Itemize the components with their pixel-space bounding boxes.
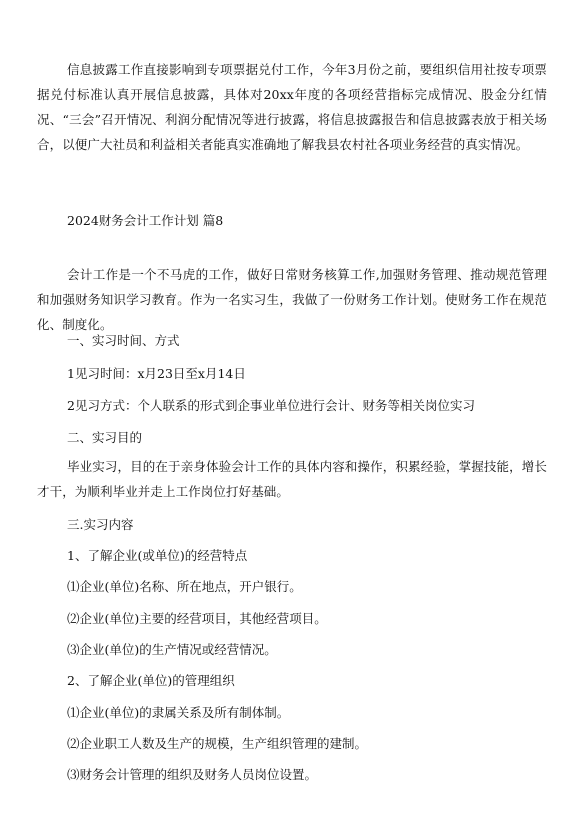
heading-internship-time-method: 一、实习时间、方式 (67, 333, 180, 348)
list-item-affiliation: ⑴企业(单位)的隶属关系及所有制体制。 (67, 705, 290, 720)
list-item-staff-scale: ⑵企业职工人数及生产的规模，生产组织管理的建制。 (67, 736, 368, 751)
list-item-production-status: ⑶企业(单位)的生产情况或经营情况。 (67, 642, 277, 657)
item-internship-method: 2见习方式：个人联系的形式到企事业单位进行会计、财务等相关岗位实习 (67, 398, 475, 413)
paragraph-accounting-work: 会计工作是一个不马虎的工作，做好日常财务核算工作,加强财务管理、推动规范管理和加强财务知识学习教育。作为一名实习生，我做了一份财务工作计划。使财务工作在规范化、制度化。 (37, 267, 547, 332)
list-item-business-projects: ⑵企业(单位)主要的经营项目，其他经营项目。 (67, 611, 327, 626)
heading-internship-content: 三.实习内容 (67, 517, 134, 532)
paragraph-disclosure: 信息披露工作直接影响到专项票据兑付工作，今年3月份之前，要组织信用社按专项票据兑付标准认真开展信息披露，具体对20xx年度的各项经营指标完成情况、股金分红情况、“三会”召开情况、利润分配情况等进行披露，将信息披露报告和信息披露表放于相关场合，以便广大社员和利益相关者能真实准确地了解我县农村社各项业务经营的真实情况。 (37, 62, 547, 152)
list-item-company-name: ⑴企业(单位)名称、所在地点，开户银行。 (67, 579, 302, 594)
subheading-management-organization: 2、了解企业(单位)的管理组织 (67, 673, 235, 688)
heading-internship-purpose: 二、实习目的 (67, 430, 143, 445)
subheading-business-features: 1、了解企业(或单位)的经营特点 (67, 548, 248, 563)
paragraph-internship-purpose: 毕业实习，目的在于亲身体验会计工作的具体内容和操作，积累经验，掌握技能，增长才干，为顺利毕业并走上工作岗位打好基础。 (37, 459, 547, 499)
section-title: 2024财务会计工作计划 篇8 (67, 213, 224, 228)
item-internship-time: 1见习时间：x月23日至x月14日 (67, 366, 246, 381)
list-item-finance-organization: ⑶财务会计管理的组织及财务人员岗位设置。 (67, 767, 318, 782)
